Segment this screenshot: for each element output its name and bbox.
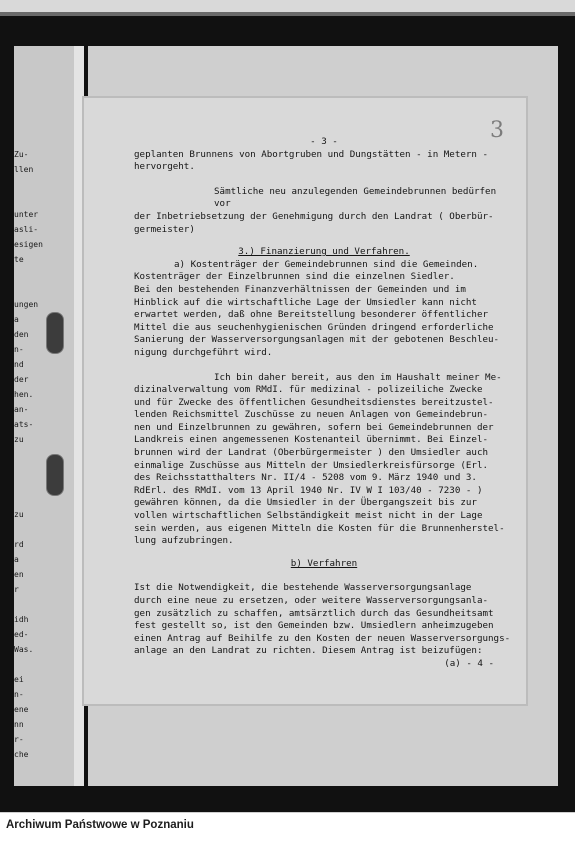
left-fragment-line: Was. [14, 645, 34, 654]
left-fragment-line: ungen [14, 300, 39, 309]
text-line: Kostenträger der Einzelbrunnen sind die einzelnen Siedler. [134, 271, 455, 283]
left-fragment-line: ei [14, 675, 24, 684]
left-fragment-line: llen [14, 165, 34, 174]
left-fragment-line: asli- [14, 225, 39, 234]
left-fragment-line: idh [14, 615, 29, 624]
left-fragment-line: en [14, 570, 24, 579]
text-line: fest gestellt so, ist den Gemeinden bzw. Umsiedlern anheimzugeben [134, 620, 494, 632]
text-line: sein werden, aus eigenen Mitteln die Kosten für die Brunnenherstel- [134, 522, 505, 534]
text-line: vollen wirtschaftlichen Selbständigkeit meist nicht in der Lage [134, 510, 483, 522]
text-line: durch eine neue zu ersetzen, oder weitere Wasserversorgungsanla- [134, 595, 489, 606]
intro-lines [134, 149, 514, 174]
text-line: Ist die Notwendigkeit, die bestehende Wasserversorgungsanlage [134, 582, 472, 594]
text-line: lenden Reichsmittel Zuschüsse zu neuen Anlagen von Gemeindebrun- [134, 409, 489, 421]
left-fragment-line: rd [14, 540, 24, 549]
left-fragment-line: a [14, 555, 19, 564]
text-line: Sanierung der Wasserversorgungsanlagen mit der gebotenen Beschleu- [134, 334, 500, 346]
left-fragment-line: nd [14, 360, 24, 369]
binder-clip-lower [46, 454, 64, 496]
text-line: nigung durchgeführt wird. [134, 346, 273, 358]
left-fragment-line: r- [14, 735, 24, 744]
text-line: brunnen wird der Landrat (Oberbürgermeister ) den Umsiedler auch [134, 447, 489, 459]
archive-footer [0, 812, 575, 841]
text-line: anlage an den Landrat zu richten. Diesem Antrag ist beizufügen: [134, 645, 483, 657]
left-fragment-line: ed- [14, 630, 29, 639]
left-fragment-line: n- [14, 690, 24, 699]
text-line: Hinblick auf die wirtschaftliche Lage der Umsiedler kann nicht [134, 296, 477, 308]
text-line: der Inbetriebsetzung der Genehmigung durch den Landrat ( Oberbür- [134, 210, 494, 222]
left-fragment-line: esigen [14, 240, 43, 249]
left-fragment-line: che [14, 750, 29, 759]
left-fragment-line: n- [14, 345, 24, 354]
text-line: Sämtliche neu anzulegenden Gemeindebrunnen bedürfen vor [214, 185, 497, 210]
catchword: (a) - 4 - [444, 657, 494, 669]
document-page [82, 96, 528, 706]
paragraph-financing [134, 259, 514, 360]
left-fragment-line: an- [14, 405, 29, 414]
margin-page-mark: 3 [490, 118, 504, 143]
text-line: Mittel die aus seuchenhygienischen Gründen dringend erforderliche [134, 321, 494, 333]
left-fragment-line: r [14, 585, 19, 594]
left-fragment-line: a [14, 315, 19, 324]
left-fragment-line: hen. [14, 390, 34, 399]
text-line: einen Antrag auf Beihilfe zu den Kosten der neuen Wasserversorgungs- [134, 632, 511, 644]
text-line: des Reichsstatthalters Nr. II/4 - 5208 vom 9. März 1940 und 3. [134, 472, 477, 484]
subsection-heading: b) Verfahren [290, 557, 358, 569]
text-line: gen zusätzlich zu schaffen, amtsärztlich durch das Gesundheitsamt [134, 607, 494, 619]
left-fragment-line: den [14, 330, 29, 339]
text-line: dizinalverwaltung vom RMdI. für medizinal - polizeiliche Zwecke [134, 384, 483, 396]
left-fragment-line: nn [14, 720, 24, 729]
left-page-fragment [14, 46, 84, 786]
section-heading: 3.) Finanzierung und Verfahren. [238, 246, 410, 258]
text-line: a) Kostenträger der Gemeindebrunnen sind die Gemeinden. [174, 258, 479, 270]
text-line: Landkreis einen angemessenen Kostenanteil übernimmt. Bei Einzel- [134, 434, 489, 446]
left-fragment-line: unter [14, 210, 39, 219]
text-line: RdErl. des RMdI. vom 13 April 1940 Nr. IV W I 103/40 - 7230 - ) [134, 484, 483, 496]
text-line: hervorgeht. [134, 161, 195, 173]
text-line: Ich bin daher bereit, aus den im Haushalt meiner Me- [214, 371, 502, 383]
page-number: - 3 - [310, 136, 338, 147]
top-strip [0, 0, 575, 12]
left-fragment-line: zu [14, 435, 24, 444]
left-fragment-line: te [14, 255, 24, 264]
text-line: und für Zwecke des öffentlichen Gesundheitsdienstes bereitzustel- [134, 396, 494, 408]
text-line: germeister) [134, 223, 195, 235]
left-fragment-line: der [14, 375, 29, 384]
binder-clip-upper [46, 312, 64, 354]
text-line: geplanten Brunnens von Abortgruben und Dungstätten - in Metern - [134, 148, 489, 160]
left-fragment-line: ene [14, 705, 29, 714]
left-fragment-line: zu [14, 510, 24, 519]
text-line: gewähren können, da die Umsiedler in der Übergangszeit bis zur [134, 497, 477, 509]
archive-name: Archiwum Państwowe w Poznaniu [6, 819, 194, 831]
text-line: nen und Einzelbrunnen zu gewähren, sofern bei Gemeindebrunnen der [134, 421, 494, 433]
paragraph-subsidies [134, 372, 514, 548]
left-fragment-line: ats- [14, 420, 34, 429]
left-fragment-line: Zu- [14, 150, 29, 159]
paragraph-procedure [134, 582, 514, 658]
paragraph-approval [134, 186, 514, 236]
text-line: Bei den bestehenden Finanzverhältnissen der Gemeinden und im [134, 283, 466, 295]
text-line: lung aufzubringen. [134, 535, 234, 547]
text-line: einmalige Zuschüsse aus Mitteln der Umsiedlerkreisfürsorge (Erl. [134, 459, 489, 471]
text-line: erwartet werden, daß ohne Bereitstellung besonderer öffentlicher [134, 309, 489, 321]
document-text [134, 136, 514, 671]
